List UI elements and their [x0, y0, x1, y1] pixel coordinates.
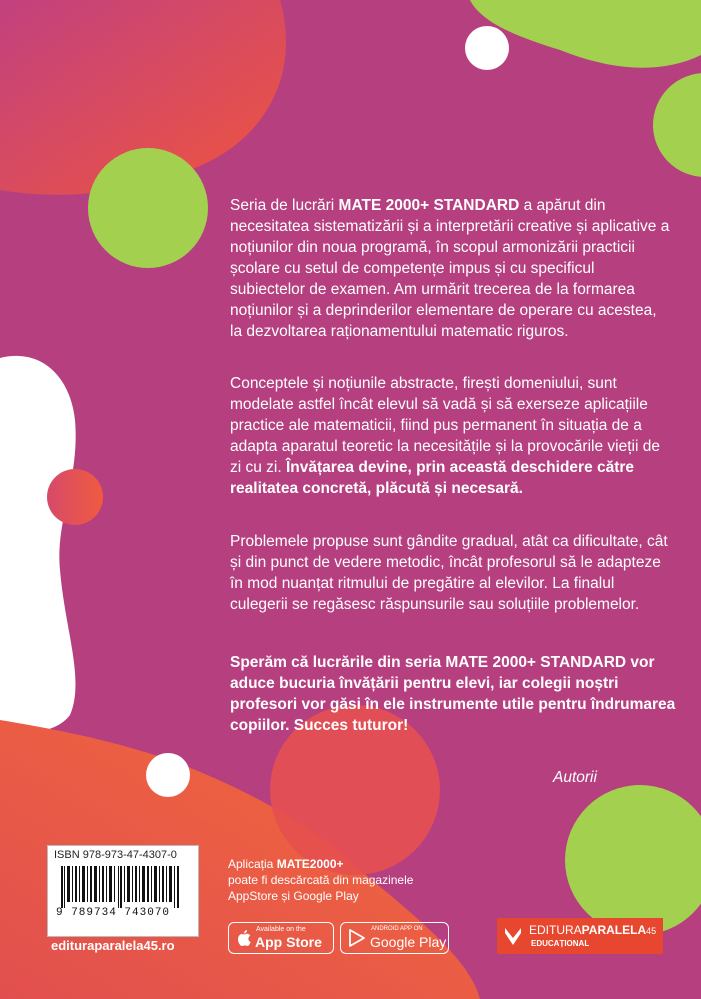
paragraph-problems: Problemele propuse sunt gândite gradual, atât ca dificultate, cât și din punct de vedere metodic, încât profesorul să le adapteze în mod nuanțat ritmului de pregătire al elevilor. La finalul culegerii se regăsesc răspunsurile sau soluțiile problemelor.	[230, 533, 668, 613]
paragraph-closing: Sperăm că lucrările din seria MATE 2000+ STANDARD vor aduce bucuria învățării pentru elevi, iar colegii noștri profesori vor găsi în ele instrumente utile pentru îndrumarea copiilor. Succes tuturor!	[230, 654, 676, 734]
app-info: Aplicația MATE2000+ poate fi descărcată din magazinele AppStore și Google Play	[228, 857, 414, 903]
publisher-emblem-icon	[503, 926, 523, 948]
paragraph-intro: Seria de lucrări MATE 2000+ STANDARD a apărut din necesitatea sistematizării și a interpretării creative și aplicative a noțiunilor din noua programă, în scopul armonizării practicii școlare cu setul de competențe impus și cu specificul subiectelor de examen. Am urmărit trecerea de la formarea noțiunilor și a deprinderilor elementare de operare cu acestea, la dezvoltarea raționamentului matematic riguros.	[230, 197, 670, 340]
barcode-image	[53, 866, 193, 908]
publisher-name-2: PARALELA	[581, 923, 647, 937]
barcode-digits: 9 789734 743070	[56, 907, 171, 919]
isbn-label: ISBN 978-973-47-4307-0	[54, 849, 177, 861]
green-circle-left	[88, 148, 208, 268]
publisher-logo	[497, 918, 663, 954]
apple-icon	[236, 929, 252, 947]
google-play-small-label: ANDROID APP ON	[371, 926, 423, 932]
app-store-button[interactable]	[228, 922, 334, 954]
white-dot-bottom	[146, 753, 190, 797]
white-dot-top	[465, 26, 509, 70]
google-play-button[interactable]	[340, 922, 449, 954]
paragraph-concepts: Conceptele și noțiunile abstracte, firești domeniului, sunt modelate astfel încât elevul să vadă și să exerseze aplicațiile practice ale matematicii, fiind pus permanent în situația de a adapta aparatul teoretic la necesitățile și la provocările vieții de zi cu zi. Învățarea devine, prin această deschidere către realitatea concretă, plăcută și necesară.	[230, 375, 660, 497]
play-icon	[347, 928, 367, 948]
publisher-url[interactable]: edituraparalela45.ro	[51, 938, 175, 953]
white-blob-left	[0, 356, 76, 732]
app-store-label: App Store	[255, 934, 322, 950]
signature: Autorii	[553, 769, 597, 786]
publisher-number: 45	[646, 926, 657, 936]
app-store-small-label: Available on the	[256, 926, 306, 933]
orange-dot-left	[47, 469, 103, 525]
isbn-barcode-box	[47, 845, 199, 937]
publisher-sub: EDUCAȚIONAL	[531, 939, 590, 948]
green-circle-right	[653, 73, 701, 177]
green-circle-bottom-right	[565, 785, 701, 935]
google-play-label: Google Play	[370, 934, 447, 950]
publisher-name-1: EDITURA	[529, 923, 582, 937]
